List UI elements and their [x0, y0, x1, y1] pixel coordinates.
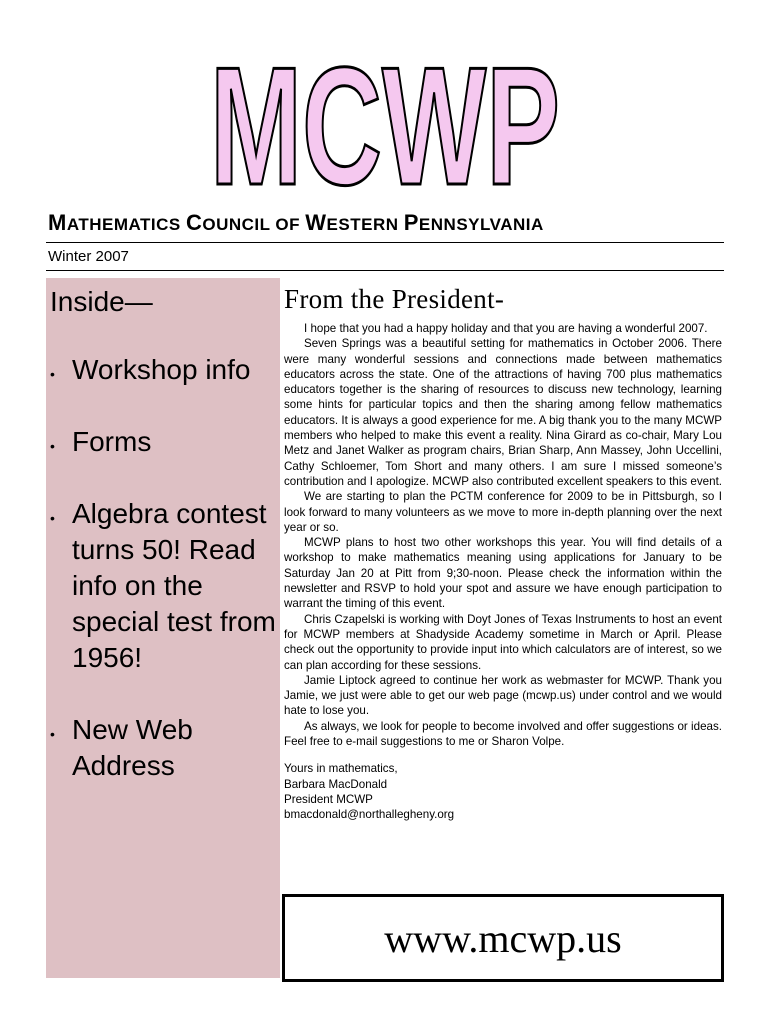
signature-email: bmacdonald@northallegheny.org: [284, 808, 455, 822]
article-paragraph: Jamie Liptock agreed to continue her work as webmaster for MCWP. Thank you Jamie, we just were able to get our web page (mcwp.us) under control and we would hate to lose you.: [284, 673, 722, 718]
sidebar-item-workshop: [46, 352, 280, 388]
signature-block: [284, 761, 722, 822]
president-letter: [284, 284, 722, 823]
issue-date: Winter 2007: [48, 248, 129, 265]
sidebar-item-forms: [46, 424, 280, 460]
bullet-icon: •: [50, 438, 55, 454]
inside-sidebar: [46, 278, 280, 978]
masthead-logo: [0, 36, 770, 196]
bullet-icon: •: [50, 366, 55, 382]
article-paragraph: As always, we look for people to become involved and offer suggestions or ideas. Feel free to e-mail suggestions to me or Sharon Volpe.: [284, 719, 722, 749]
bullet-icon: •: [50, 726, 55, 742]
organization-name: [48, 210, 544, 236]
sidebar-item-label: Forms: [72, 426, 152, 457]
article-title: From the President-: [284, 284, 505, 314]
org-rest-1: ATHEMATICS: [66, 215, 186, 234]
sidebar-title: Inside—: [50, 286, 153, 317]
web-address-box: [282, 894, 724, 982]
signature-role: President MCWP: [284, 792, 373, 806]
article-paragraph: Seven Springs was a beautiful setting for mathematics in October 2006. There were many wonderful sessions and connections made between mathematics educators across the state. One of the attractions of having 700 plus mathematics educators together is the sharing of resources to discuss new technology, learning some hints for particular topics and then the sharing among fellow mathematics educators. It is always a good experience for me. A big thank you to the many MCWP members who helped to make this event a reality. Nina Girard as co-chair, Mary Lou Metz and Janet Walker as program chairs, Brian Sharp, Ann Massey, John Uccellini, Cathy Schloemer, Tom Short and many others. I am sure I missed someone’s contribution and I apologize. MCWP also contributed excellent speakers to this event.: [284, 337, 723, 488]
sidebar-item-web-address: [46, 712, 280, 784]
sidebar-item-label: Workshop info: [72, 354, 251, 385]
signature-name: Barbara MacDonald: [284, 777, 388, 791]
logo-text: MCWP: [210, 36, 560, 196]
signature-closing: Yours in mathematics,: [284, 762, 398, 776]
bullet-icon: •: [50, 510, 55, 526]
header-rule-bottom: [46, 270, 724, 271]
sidebar-item-label: Algebra contest turns 50! Read info on the special test from 1956!: [72, 498, 276, 673]
web-address-link[interactable]: www.mcwp.us: [384, 915, 622, 961]
article-paragraph: We are starting to plan the PCTM conference for 2009 to be in Pittsburgh, so I look forward to many volunteers as we move to more in-depth planning over the next year or so.: [284, 490, 722, 534]
header-rule-top: [46, 242, 724, 243]
org-rest-2: OUNCIL OF: [202, 215, 306, 234]
sidebar-item-label: New Web Address: [72, 714, 193, 781]
org-rest-4: ENNSYLVANIA: [418, 215, 544, 234]
article-paragraph: I hope that you had a happy holiday and that you are having a wonderful 2007.: [304, 322, 708, 335]
article-paragraph: MCWP plans to host two other workshops this year. You will find details of a workshop to make mathematics meaning using applications for January to be Saturday Jan 20 at Pitt from 9;30-noon. Please check the information within the newsletter and RSVP to hold your spot and assure we have enough participation to warrant the timing of this event.: [284, 536, 722, 611]
org-initial-1: M: [48, 210, 67, 235]
article-paragraph: Chris Czapelski is working with Doyt Jones of Texas Instruments to host an event for MCWP members at Shadyside Academy sometime in March or April. Please check out the opportunity to provide input into which calculators are of interest, so we can plan according for these sessions.: [284, 612, 722, 672]
org-initial-3: W: [305, 210, 327, 235]
sidebar-item-algebra-contest: [46, 496, 280, 676]
org-initial-4: P: [403, 210, 419, 235]
org-initial-2: C: [185, 210, 203, 235]
sidebar-list: [46, 352, 280, 820]
org-rest-3: ESTERN: [326, 215, 404, 234]
